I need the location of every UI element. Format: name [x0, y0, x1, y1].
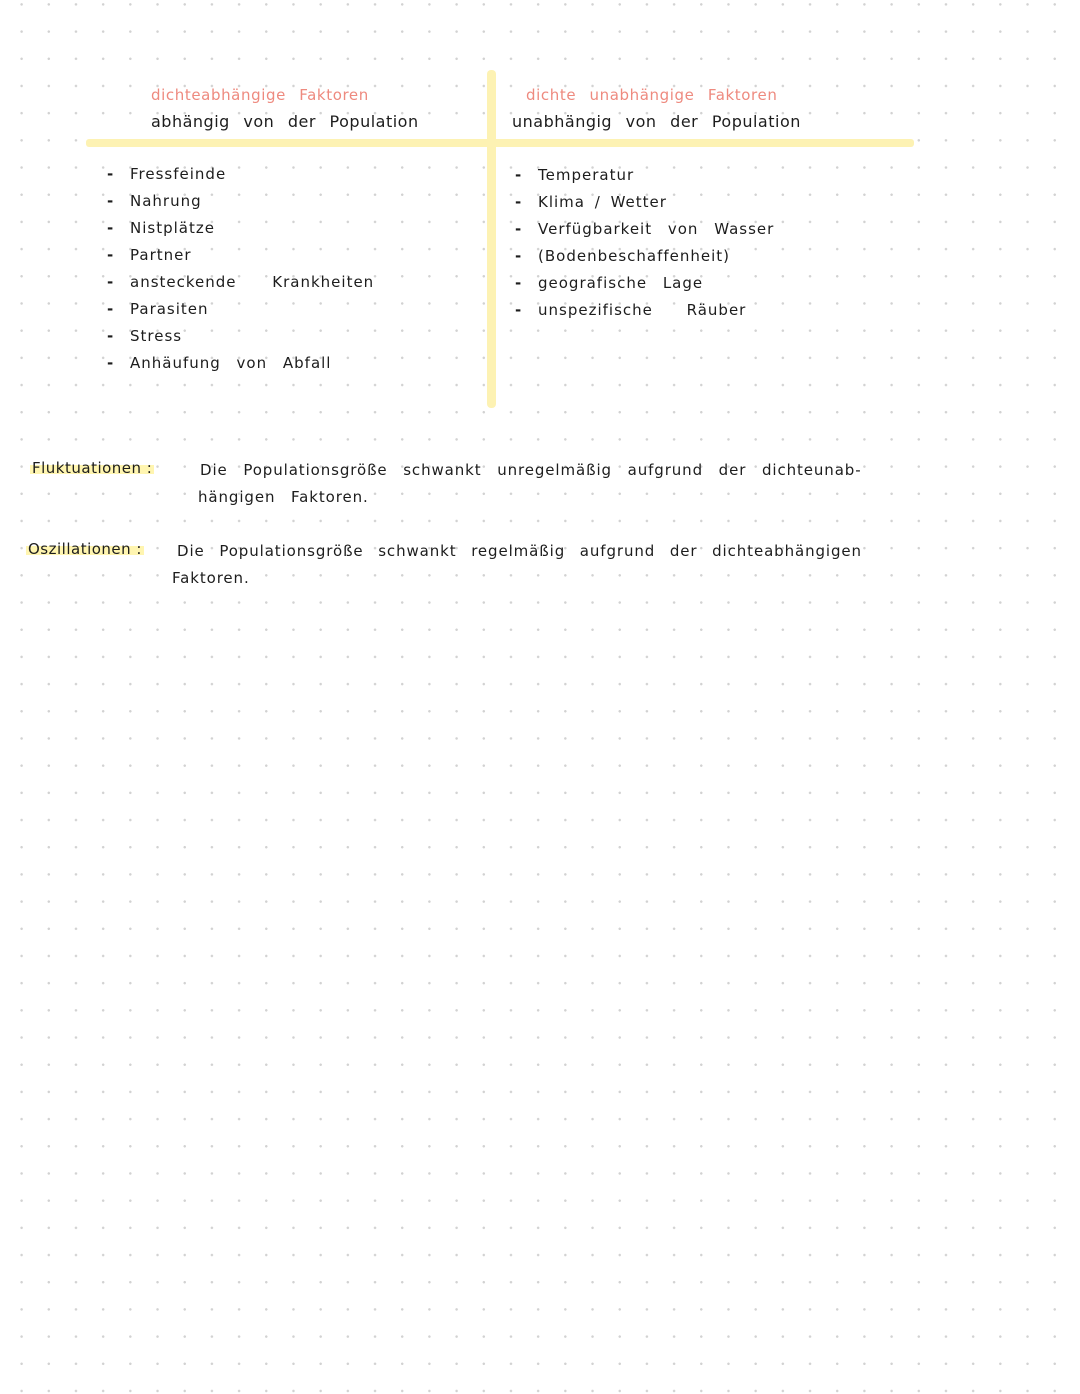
definition-text-line: hängigen Faktoren. — [198, 488, 369, 506]
list-item — [515, 162, 774, 189]
dash-bullet-icon: - — [107, 327, 115, 345]
dash-bullet-icon: - — [107, 354, 115, 372]
definition-oszillationen — [26, 539, 144, 558]
definition-fluktuationen — [30, 458, 154, 477]
list-item-text: Nistplätze — [130, 219, 215, 237]
list-item-text: Partner — [130, 246, 192, 264]
dash-bullet-icon: - — [107, 192, 115, 210]
list-item-text: ansteckende Krankheiten — [130, 273, 375, 291]
list-item — [107, 242, 374, 269]
dash-bullet-icon: - — [107, 219, 115, 237]
list-item-text: geografische Lage — [538, 274, 704, 292]
dash-bullet-icon: - — [515, 193, 523, 211]
list-item — [515, 216, 775, 243]
list-item — [107, 296, 374, 323]
list-item — [515, 297, 774, 324]
list-item — [107, 188, 374, 215]
list-item — [515, 270, 774, 297]
right-column-heading: dichte unabhängige Faktoren — [526, 86, 778, 104]
dash-bullet-icon: - — [515, 301, 523, 319]
list-item-text: Verfügbarkeit von Wasser — [538, 220, 775, 238]
right-factor-list — [515, 162, 775, 324]
list-item-text: Fressfeinde — [130, 165, 227, 183]
list-item-text: Stress — [130, 327, 183, 345]
list-item — [107, 323, 374, 350]
list-item — [107, 215, 374, 242]
list-item — [515, 189, 774, 216]
definition-text-line: Die Populationsgröße schwankt unregelmäßig aufgrund der dichteunab- — [200, 461, 862, 479]
definition-term: Oszillationen : — [28, 540, 142, 558]
left-column-subheading: abhängig von der Population — [151, 112, 419, 131]
definition-term: Fluktuationen : — [32, 459, 153, 477]
list-item — [107, 161, 374, 188]
dash-bullet-icon: - — [515, 247, 523, 265]
definition-text-line: Die Populationsgröße schwankt regelmäßig aufgrund der dichteabhängigen — [177, 542, 862, 560]
list-item-text: (Bodenbeschaffenheit) — [538, 247, 731, 265]
list-item-text: Temperatur — [538, 166, 635, 184]
definition-text-line: Faktoren. — [172, 569, 250, 587]
list-item-text: Anhäufung von Abfall — [130, 354, 332, 372]
list-item — [107, 350, 374, 377]
dash-bullet-icon: - — [107, 165, 115, 183]
list-item — [107, 269, 375, 296]
table-divider-horizontal — [86, 139, 914, 147]
right-column-subheading: unabhängig von der Population — [512, 112, 801, 131]
list-item-text: Klima / Wetter — [538, 193, 667, 211]
left-factor-list — [107, 161, 375, 377]
list-item-text: Parasiten — [130, 300, 209, 318]
dash-bullet-icon: - — [515, 166, 523, 184]
dash-bullet-icon: - — [515, 274, 523, 292]
list-item-text: Nahrung — [130, 192, 202, 210]
list-item — [515, 243, 774, 270]
dash-bullet-icon: - — [107, 246, 115, 264]
dash-bullet-icon: - — [107, 273, 115, 291]
dash-bullet-icon: - — [107, 300, 115, 318]
table-divider-vertical — [487, 70, 496, 408]
left-column-heading: dichteabhängige Faktoren — [151, 86, 369, 104]
dash-bullet-icon: - — [515, 220, 523, 238]
list-item-text: unspezifische Räuber — [538, 301, 747, 319]
